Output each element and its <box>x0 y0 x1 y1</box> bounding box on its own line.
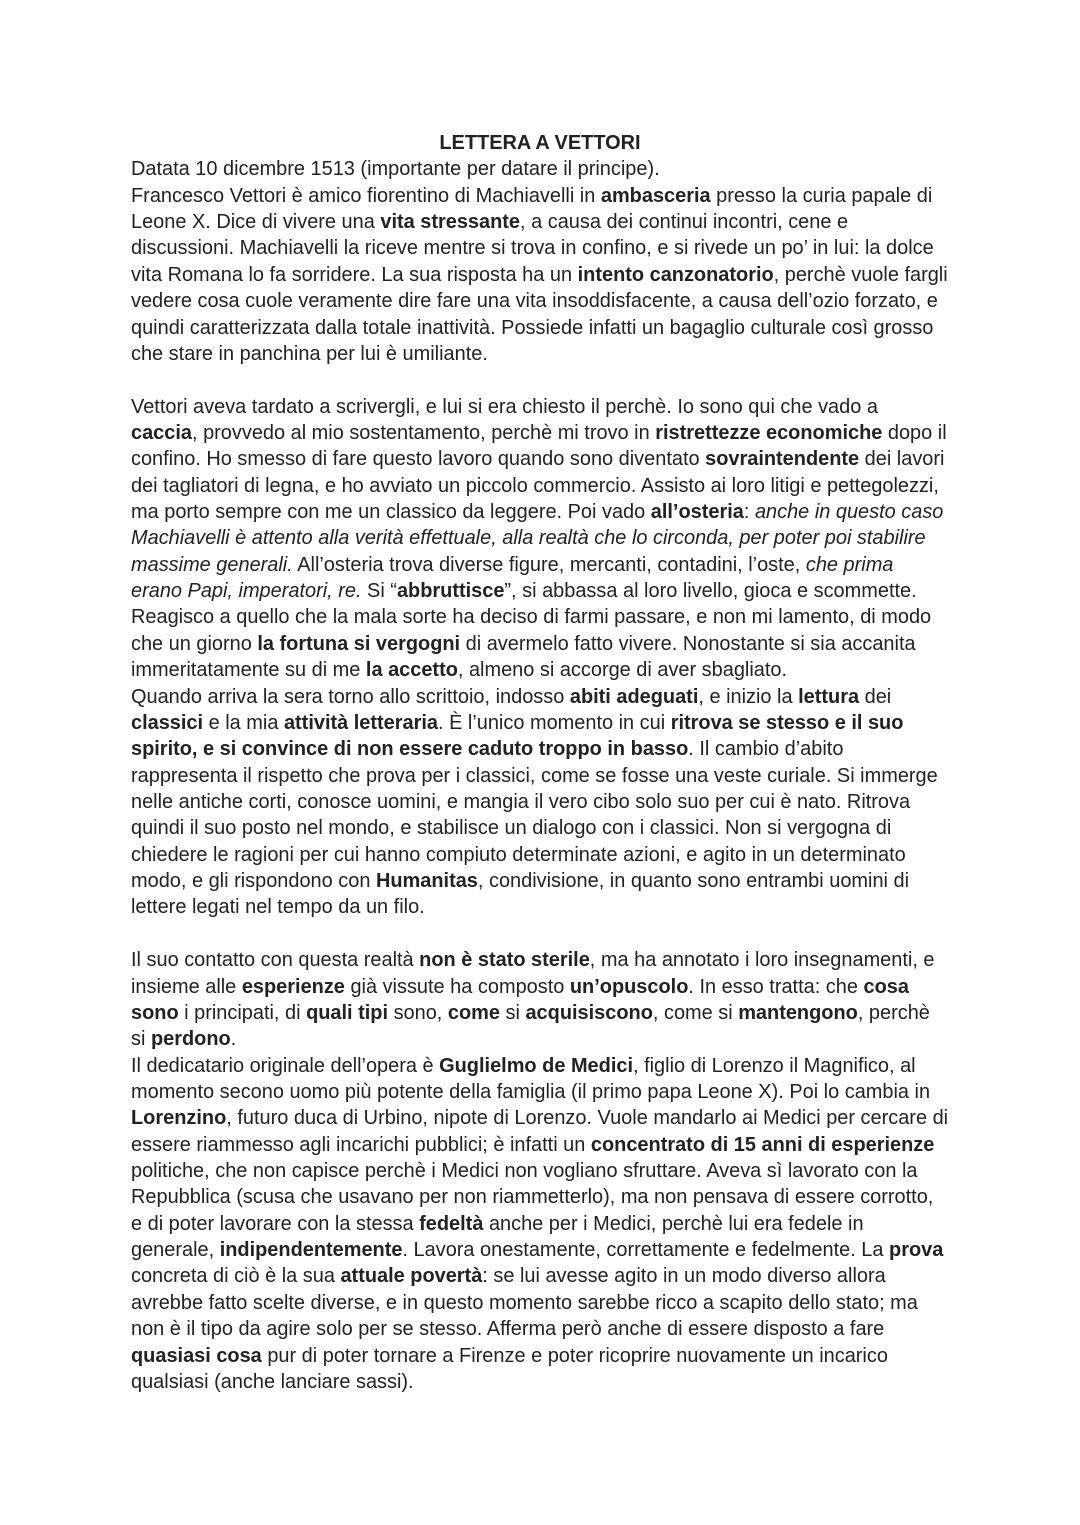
text-run: Quando arriva la sera torno allo scrittoio, indosso <box>131 685 570 708</box>
text-run: Il suo contatto con questa realtà <box>131 949 420 972</box>
text-run: , e inizio la <box>698 685 799 708</box>
text-run: : se lui avesse agito in un modo diverso allora avrebbe fatto scelte diverse, e in questo momento sarebbe ricco a scapito dello stato; ma non è il tipo da agire solo per se stesso. Afferma però anche di essere disposto a fare <box>131 1265 918 1341</box>
bold-text: abiti adeguati <box>569 685 699 708</box>
text-run: , come si <box>652 1001 739 1024</box>
text-run: , ma ha annotato i loro insegnamenti, e insieme alle <box>131 949 935 998</box>
bold-text: perdono <box>150 1028 231 1051</box>
text-run: All’osteria trova diverse figure, mercanti, contadini, l’oste, <box>292 553 806 576</box>
text-run: anche per i Medici, perchè lui era fedele in generale, <box>131 1212 864 1262</box>
bold-text: quasiasi cosa <box>131 1344 262 1367</box>
text-run: . <box>230 1028 237 1051</box>
text-run: sono, <box>388 1001 448 1024</box>
text-run: . In esso tratta: che <box>688 975 864 998</box>
text-run: . Lavora onestamente, correttamente e fedelmente. La <box>402 1239 890 1262</box>
bold-text: non è stato sterile <box>419 949 590 972</box>
text-run: politiche, che non capisce perchè i Medici non vogliano sfruttare. Aveva sì lavorato con la Repubblica (scusa che usavano per non riammetterlo), ma non pensava di essere corrotto, e di poter lavorare con la stessa <box>131 1160 934 1235</box>
bold-text: prova <box>889 1239 944 1262</box>
text-run: dei <box>859 685 892 708</box>
text-run: e la mia <box>203 711 284 734</box>
text-run: si <box>499 1001 526 1024</box>
paragraph <box>131 684 949 921</box>
text-run: , provvedo al mio sostentamento, perchè mi trovo in <box>191 421 656 444</box>
text-run: . È l’unico momento in cui <box>437 711 671 734</box>
bold-text: un’opuscolo <box>569 975 689 998</box>
bold-text: Lorenzino <box>131 1107 227 1130</box>
bold-text: lettura <box>798 685 860 708</box>
text-run: , almeno si accorge di aver sbagliato. <box>457 659 788 682</box>
italic-text: anche in questo caso Machiavelli è attento alla verità effettuale, alla realtà che lo circonda, per poter poi stabilire massime generali. <box>131 501 944 576</box>
paragraph <box>131 183 949 368</box>
bold-text: attuale povertà <box>340 1265 483 1288</box>
paragraph <box>131 1053 949 1396</box>
text-run: dopo il confino. Ho smesso di fare questo lavoro quando sono diventato <box>131 421 947 471</box>
bold-text: la accetto <box>365 659 458 682</box>
paragraph <box>131 394 949 684</box>
text-run: , perchè vuole fargli vedere cosa cuole veramente dire fare una vita insoddisfacente, a causa dell’ozio forzato, e quindi caratterizzata dalla totale inattività. Possiede infatti un bagaglio culturale così grosso che stare in panchina per lui è umiliante. <box>131 263 948 365</box>
bold-text: abbruttisce <box>396 580 505 603</box>
bold-text: Humanitas <box>375 870 478 893</box>
text-run: dei lavori dei tagliatori di legna, e ho avviato un piccolo commercio. Assisto ai loro litigi e pettegolezzi, ma porto sempre con me un classico da leggere. Poi vado <box>131 448 945 524</box>
text-run: ”, si abbassa al loro livello, gioca e scommette. Reagisco a quello che la mala sorte ha deciso di farmi passare, e non mi lamento, di modo che un giorno <box>131 580 932 655</box>
text-run: i principati, di <box>178 1001 307 1024</box>
text-run: : <box>743 501 755 524</box>
bold-text: ambasceria <box>600 184 711 207</box>
text-run: pur di poter tornare a Firenze e poter ricoprire nuovamente un incarico qualsiasi (anche lanciare sassi). <box>131 1344 888 1393</box>
bold-text: Guglielmo de Medici <box>439 1054 633 1077</box>
text-run: di avermelo fatto vivere. Nonostante si sia accanita immeritatamente su di me <box>131 632 916 682</box>
bold-text: quali tipi <box>306 1001 389 1024</box>
bold-text: cosa sono <box>131 975 909 1024</box>
text-run: Si “ <box>361 580 397 603</box>
bold-text: come <box>447 1001 500 1024</box>
text-run: Vettori aveva tardato a scrivergli, e lui si era chiesto il perchè. Io sono qui che vado a <box>131 395 878 418</box>
text-run: concreta di ciò è la sua <box>131 1265 341 1288</box>
bold-text: caccia <box>131 421 192 444</box>
italic-text: che prima erano Papi, imperatori, re. <box>131 553 894 603</box>
text-run: , perchè si <box>131 1001 930 1051</box>
bold-text: intento canzonatorio <box>577 263 774 286</box>
blank-line <box>131 367 949 393</box>
bold-text: indipendentemente <box>219 1239 403 1262</box>
bold-text: esperienze <box>241 975 345 998</box>
text-run: , figlio di Lorenzo il Magnifico, al momento secono uomo più potente della famiglia (il primo papa Leone X). Poi lo cambia in <box>131 1054 931 1103</box>
document-page <box>131 130 949 1395</box>
text-run: Datata 10 dicembre 1513 (importante per datare il principe). <box>131 158 660 181</box>
bold-text: mantengono <box>738 1001 858 1024</box>
bold-text: concentrato di 15 anni di esperienze <box>590 1133 935 1156</box>
text-run: Il dedicatario originale dell’opera è <box>131 1054 440 1077</box>
paragraph <box>131 947 949 1052</box>
bold-text: sovraintendente <box>705 448 860 471</box>
document-title: LETTERA A VETTORI <box>439 132 641 154</box>
bold-text: fedeltà <box>419 1212 484 1235</box>
text-run: , condivisione, in quanto sono entrambi uomini di lettere legati nel tempo da un filo. <box>131 870 910 919</box>
document-body <box>131 156 949 1395</box>
bold-text: vita stressante <box>380 211 521 234</box>
text-run: presso la curia papale di Leone X. Dice di vivere una <box>131 184 933 234</box>
bold-text: classici <box>131 711 204 734</box>
text-run: Francesco Vettori è amico fiorentino di Machiavelli in <box>131 184 601 207</box>
text-run: , futuro duca di Urbino, nipote di Lorenzo. Vuole mandarlo ai Medici per cercare di essere riammesso agli incarichi pubblici; è infatti un <box>131 1107 949 1156</box>
bold-text: ristrettezze economiche <box>655 421 883 444</box>
bold-text: la fortuna si vergogni <box>257 632 461 655</box>
bold-text: ritrova se stesso e il suo spirito, e si convince di non essere caduto troppo in basso <box>131 711 904 761</box>
blank-line <box>131 921 949 947</box>
bold-text: acquisiscono <box>525 1001 653 1024</box>
bold-text: attività letteraria <box>283 711 438 734</box>
text-run: già vissute ha composto <box>344 975 570 998</box>
bold-text: all’osteria <box>650 501 744 524</box>
text-run: , a causa dei continui incontri, cene e discussioni. Machiavelli la riceve mentre si trova in confino, e si rivede un po’ in lui: la dolce vita Romana lo fa sorridere. La sua risposta ha un <box>131 211 934 286</box>
text-run: . Il cambio d’abito rappresenta il rispetto che prova per i classici, come se fosse una veste curiale. Si immerge nelle antiche corti, conosce uomini, e mangia il vero cibo solo suo per cui è nato. Ritrova quindi il suo posto nel mondo, e stabilisce un dialogo con i classici. Non si vergogna di chiedere le ragioni per cui hanno compiuto determinate azioni, e agito in un determinato modo, e gli rispondono con <box>131 738 938 893</box>
paragraph <box>131 156 949 182</box>
